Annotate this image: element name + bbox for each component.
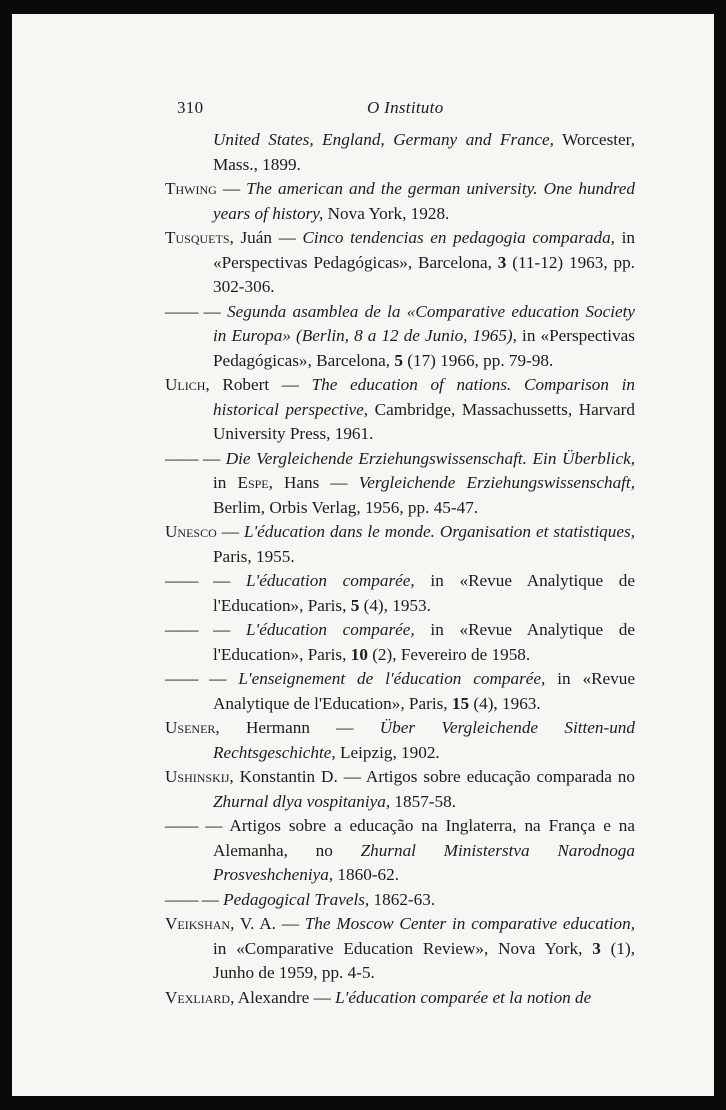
author-name: Espe — [237, 473, 269, 492]
author-name: Vexliard — [165, 987, 231, 1007]
bibliography-entry: —— — Segunda asamblea de la «Comparative education Society in Europa» (Berlin, 8 a 12 de Junio, 1965), in «Perspectivas Pedagógicas», Barcelona, 5 (17) 1966, pp. 79-98. — [165, 301, 636, 370]
author-name: Tusquets — [165, 228, 230, 247]
bibliography-entry: —— — L'éducation comparée, in «Revue Analytique de l'Education», Paris, 10 (2), Fevereiro de 1958. — [165, 620, 636, 664]
ditto-dash: —— — [165, 448, 198, 468]
bibliography-entry: Ulich, Robert — The education of nations. Comparison in historical perspective, Cambridge, Massachussetts, Harvard University Press, 1961. — [165, 375, 636, 443]
author-name: Usener — [165, 718, 216, 737]
bibliography-list — [165, 128, 635, 1010]
author-name: Ushinskij — [165, 767, 230, 786]
bibliography-entry: United States, England, Germany and France, Worcester, Mass., 1899. — [213, 130, 635, 174]
ditto-dash: —— — [165, 816, 198, 835]
page-number: 310 — [177, 98, 204, 117]
bibliography-entry: —— — Die Vergleichende Erziehungswissenschaft. Ein Überblick, in Espe, Hans — Vergleichende Erziehungswissenschaft, Berlim, Orbis Verlag, 1956, pp. 45-47. — [165, 448, 636, 517]
bibliography-entry: —— — Pedagogical Travels, 1862-63. — [165, 889, 436, 909]
ditto-dash: —— — [165, 669, 198, 688]
author-name: Ulich — [165, 375, 206, 394]
page-header — [177, 98, 647, 120]
running-title: O Instituto — [367, 98, 444, 117]
bibliography-entry: Thwing — The american and the german university. One hundred years of history, Nova York, 1928. — [165, 179, 635, 223]
bibliography-entry: Unesco — L'éducation dans le monde. Organisation et statistiques, Paris, 1955. — [165, 522, 635, 566]
bibliography-entry: Vexliard, Alexandre — L'éducation comparée et la notion de — [165, 987, 592, 1007]
bibliography-entry: —— — Artigos sobre a educação na Inglaterra, na França e na Alemanha, no Zhurnal Ministerstva Narodnoga Prosveshcheniya, 1860-62. — [165, 816, 635, 884]
bibliography-entry: Ushinskij, Konstantin D. — Artigos sobre educação comparada no Zhurnal dlya vospitaniya, 1857-58. — [165, 767, 635, 811]
ditto-dash: —— — [165, 889, 198, 909]
ditto-dash: —— — [165, 571, 198, 590]
ditto-dash: —— — [165, 301, 198, 321]
ditto-dash: —— — [165, 620, 198, 639]
author-name: Unesco — [165, 522, 217, 541]
bibliography-entry: —— — L'éducation comparée, in «Revue Analytique de l'Education», Paris, 5 (4), 1953. — [165, 571, 636, 615]
author-name: Thwing — [165, 179, 217, 198]
bibliography-entry: —— — L'enseignement de l'éducation comparée, in «Revue Analytique de l'Education», Paris, 15 (4), 1963. — [165, 669, 636, 713]
bibliography-entry: Tusquets, Juán — Cinco tendencias en pedagogia comparada, in «Perspectivas Pedagógicas», Barcelona, 3 (11-12) 1963, pp. 302-306. — [165, 228, 635, 296]
bibliography-entry: Veikshan, V. A. — The Moscow Center in comparative education, in «Comparative Education Review», Nova York, 3 (1), Junho de 1959, pp. 4-5. — [165, 914, 635, 982]
bibliography-entry: Usener, Hermann — Über Vergleichende Sitten-und Rechtsgeschichte, Leipzig, 1902. — [165, 718, 635, 762]
author-name: Veikshan — [165, 914, 231, 933]
